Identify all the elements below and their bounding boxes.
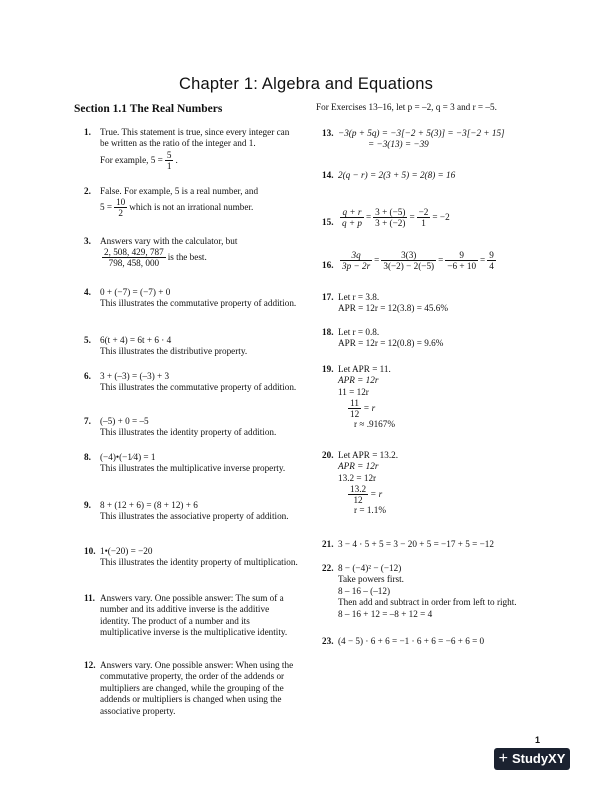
exercise-13: [322, 128, 562, 151]
exercise-10: [84, 546, 300, 569]
exercise-number: 9.: [84, 500, 91, 510]
equation: 8 – 16 + 12 = –8 + 12 = 4: [338, 608, 433, 619]
exercise-12: [84, 660, 300, 717]
equation: 8 − (−4)² − (−12): [338, 563, 402, 573]
logo-text: StudyXY: [511, 751, 566, 766]
equation: (−4)•(−1⁄4) = 1: [100, 452, 156, 462]
exercise-20: 20. Let APR = 13.2. APR = 12r 13.2 = 12r $\frac{13.2}{12}$ = r r = 1.1%: [322, 450, 562, 517]
equation: 0 + (−7) = (−7) + 0: [100, 287, 171, 297]
exercise-number: 5.: [84, 335, 91, 345]
exercise-2: 2. False. For example, 5 is a real number, and 5 = $\frac{10}{2}$ which is not an irrational number.: [84, 186, 300, 218]
exercise-text: This illustrates the identity property of multiplication.: [100, 557, 298, 568]
exercise-number: 19.: [322, 364, 334, 374]
exercise-text: This illustrates the associative property of addition.: [100, 511, 289, 522]
exercise-text: This illustrates the identity property of addition.: [100, 427, 277, 438]
exercise-17: [322, 292, 562, 315]
exercise-number: 14.: [322, 170, 334, 180]
fraction: $\frac{9}{4}$: [489, 250, 494, 271]
exercise-9: [84, 500, 300, 523]
equation: = −3(13) = −39: [368, 139, 429, 150]
equation: r ≈ .9167%: [354, 419, 396, 430]
exercise-8: [84, 452, 300, 475]
exercise-text: This illustrates the commutative property of addition.: [100, 382, 297, 393]
exercise-number: 2.: [84, 186, 91, 196]
exercise-number: 6.: [84, 371, 91, 381]
equation: 3 + (–3) = (–3) + 3: [100, 371, 170, 381]
chapter-title: Chapter 1: Algebra and Equations: [178, 75, 434, 93]
exercise-number: 16.: [322, 260, 334, 270]
equation: −3(p + 5q) = −3[−2 + 5(3)] = −3[−2 + 15]: [338, 128, 505, 138]
exercise-6: [84, 371, 300, 394]
exercise-number: 8.: [84, 452, 91, 462]
exercise-text: Let r = 0.8.: [338, 327, 380, 337]
fraction: $\frac{2, 508, 429, 787}{798, 458, 000}$: [104, 247, 164, 269]
exercise-22: [322, 563, 562, 620]
exercise-number: 22.: [322, 563, 334, 573]
equation: 8 + (12 + 6) = (8 + 12) + 6: [100, 500, 198, 510]
exercise-number: 10.: [84, 546, 96, 556]
equation: 13.2 = 12r: [338, 472, 377, 483]
exercise-text: Let APR = 11.: [338, 364, 391, 374]
fraction: $\frac{9}{-6 + 10}$: [447, 250, 477, 271]
exercise-number: 23.: [322, 636, 334, 646]
exercise-text: Answers vary. One possible answer: When using the commutative property, the order of the addends or multipliers are changed, while the grouping of the addends or multipliers is changed when using the associative property.: [100, 660, 294, 716]
exercise-4: [84, 287, 300, 310]
exercise-number: 4.: [84, 287, 91, 297]
exercise-number: 20.: [322, 450, 334, 460]
exercise-3: 3. Answers vary with the calculator, but $\frac{2, 508, 429, 787}{798, 458, 000}$ is the best.: [84, 236, 300, 268]
exercise-19: 19. Let APR = 11. APR = 12r 11 = 12r $\frac{11}{12}$ = r r ≈ .9167%: [322, 364, 562, 431]
exercise-18: [322, 327, 562, 350]
equation: (4 − 5) · 6 + 6 = −1 · 6 + 6 = −6 + 6 = 0: [338, 636, 485, 646]
exercise-number: 15.: [322, 217, 334, 227]
equation: 3 − 4 · 5 + 5 = 3 − 20 + 5 = −17 + 5 = −12: [338, 539, 494, 549]
exercise-number: 18.: [322, 327, 334, 337]
fraction: $\frac{3q}{3p - 2r}$: [342, 250, 371, 271]
exercise-1: 1. True. This statement is true, since every integer can be written as the ratio of the integer and 1. For example, 5 = $\frac{5}{1}$ .: [84, 127, 300, 171]
exercise-text: Answers vary with the calculator, but: [100, 236, 238, 246]
equation: 6(t + 4) = 6t + 6 · 4: [100, 335, 172, 345]
equation: r = 1.1%: [354, 505, 386, 516]
section-title: Section 1.1 The Real Numbers: [74, 103, 223, 115]
equation: 11 = 12r: [338, 386, 369, 397]
exercise-7: [84, 416, 300, 439]
exercise-number: 12.: [84, 660, 96, 670]
fraction: $\frac{q + r}{q + p}$: [342, 207, 362, 228]
plus-icon: +: [498, 750, 508, 767]
exercise-text: False. For example, 5 is a real number, and: [100, 186, 259, 196]
exercise-text: Then add and subtract in order from left to right.: [338, 597, 517, 608]
exercise-5: [84, 335, 300, 358]
fraction: $\frac{3(3)}{3(-2) - 2(-5)}$: [383, 250, 435, 271]
equation: APR = 12r = 12(3.8) = 45.6%: [338, 303, 448, 314]
page-number: 1: [534, 735, 540, 745]
exercise-text: Let r = 3.8.: [338, 292, 380, 302]
fraction: $\frac{13.2}{12}$: [350, 484, 367, 506]
exercise-number: 13.: [322, 128, 334, 138]
equation: (–5) + 0 = –5: [100, 416, 149, 426]
exercise-number: 21.: [322, 539, 334, 549]
fraction: $\frac{5}{1}$: [166, 149, 172, 171]
exercise-number: 3.: [84, 236, 91, 246]
exercise-text: True. This statement is true, since every integer can be written as the ratio of the integer and 1.: [100, 127, 290, 149]
exercise-number: 7.: [84, 416, 91, 426]
exercise-text: This illustrates the multiplicative inverse property.: [100, 463, 286, 474]
exercise-text: Answers vary. One possible answer: The sum of a number and its additive inverse is the additive identity. The product of a number and its multiplicative inverse is the multiplicative identity.: [100, 593, 288, 638]
example-label: For example, 5 =: [100, 154, 163, 165]
fraction: $\frac{3 + (-5)}{3 + (-2)}$: [375, 207, 406, 228]
fraction: $\frac{-2}{1}$: [418, 207, 429, 228]
studyxy-logo: [494, 748, 570, 770]
equation: APR = 12r: [338, 461, 379, 472]
exercise-text: This illustrates the distributive property.: [100, 346, 248, 357]
exercise-23: [322, 636, 562, 647]
exercise-intro: For Exercises 13–16, let p = –2, q = 3 and r = –5.: [316, 102, 497, 112]
exercise-number: 1.: [84, 127, 91, 137]
exercise-21: [322, 539, 562, 550]
exercise-text: This illustrates the commutative property of addition.: [100, 298, 297, 309]
equation: APR = 12r: [338, 375, 379, 386]
exercise-text: Let APR = 13.2.: [338, 450, 399, 460]
fraction: $\frac{10}{2}$: [116, 197, 126, 219]
exercise-15: 15. $\frac{q + r}{q + p}$ = $\frac{3 + (-5)}{3 + (-2)}$ = $\frac{-2}{1}$ = −2: [322, 207, 450, 228]
equation: 2(q − r) = 2(3 + 5) = 2(8) = 16: [338, 170, 456, 180]
exercise-11: [84, 593, 300, 639]
exercise-16: 16. $\frac{3q}{3p - 2r}$ = $\frac{3(3)}{3(-2) - 2(-5)}$ = $\frac{9}{-6 + 10}$ = $\frac{9}{4}$: [322, 250, 494, 271]
equation: APR = 12r = 12(0.8) = 9.6%: [338, 338, 444, 349]
exercise-number: 17.: [322, 292, 334, 302]
equation: 1•(−20) = −20: [100, 546, 153, 556]
exercise-14: [322, 170, 562, 181]
fraction: $\frac{11}{12}$: [350, 398, 360, 420]
equation: 8 – 16 – (–12): [338, 585, 391, 596]
exercise-number: 11.: [84, 593, 95, 603]
exercise-text: Take powers first.: [338, 574, 404, 585]
